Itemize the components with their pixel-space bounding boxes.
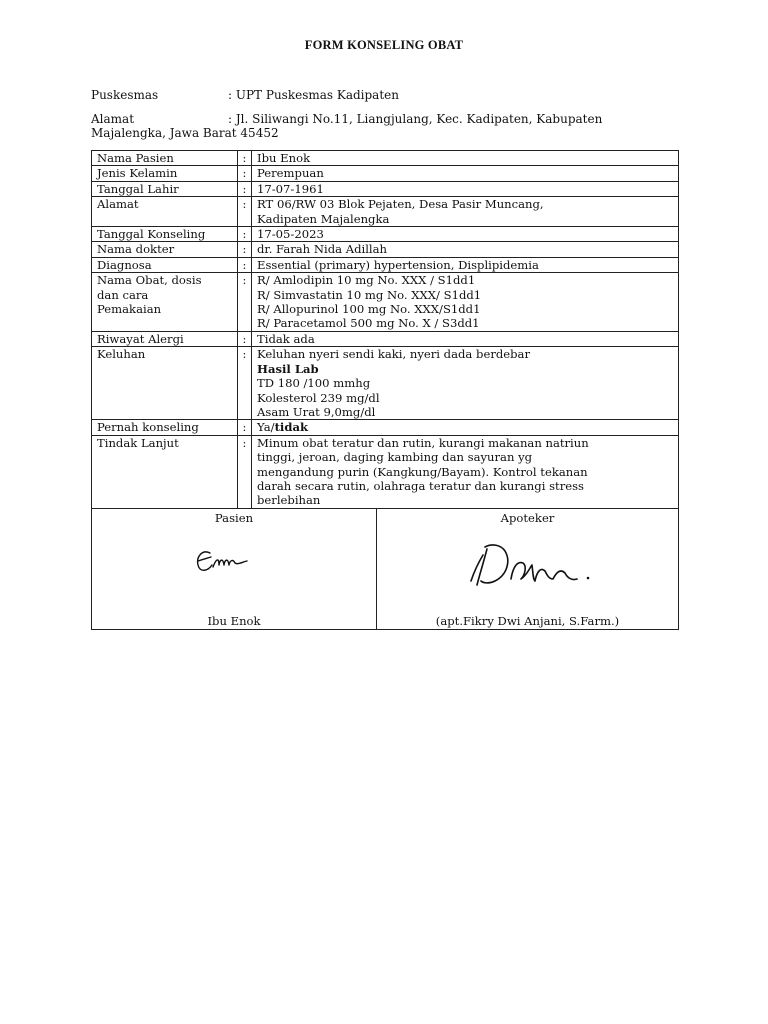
table-row <box>92 166 679 181</box>
row-value <box>252 420 679 435</box>
lab-item: Asam Urat 9,0mg/dl <box>257 404 376 419</box>
tindak-lanjut-line: tinggi, jeroan, daging kambing dan sayuran yg <box>257 450 533 465</box>
apoteker-name: (apt.Fikry Dwi Anjani, S.Farm.) <box>435 614 620 629</box>
row-value <box>252 273 679 332</box>
apoteker-title: Apoteker <box>500 510 555 525</box>
alamat-value-line2: Kadipaten Majalengka <box>257 211 390 226</box>
alamat-header-label: Alamat <box>91 112 135 126</box>
row-colon: : <box>238 242 252 257</box>
tindak-lanjut-line: darah secara rutin, olahraga teratur dan kurangi stress <box>257 478 585 493</box>
tindak-lanjut-line: berlebihan <box>257 493 321 508</box>
lab-item: TD 180 /100 mmhg <box>257 376 371 391</box>
row-label: Alamat <box>92 197 238 227</box>
row-value: Tidak ada <box>252 331 679 346</box>
row-colon: : <box>238 227 252 242</box>
row-label: Keluhan <box>92 347 238 420</box>
konseling-tidak: tidak <box>274 420 308 435</box>
row-label: Nama Pasien <box>92 151 238 166</box>
pasien-signature <box>92 509 382 629</box>
puskesmas-line <box>91 87 661 103</box>
puskesmas-label: Puskesmas <box>91 88 159 102</box>
row-colon: : <box>238 257 252 272</box>
obat-item: R/ Allopurinol 100 mg No. XXX/S1dd1 <box>257 302 481 317</box>
counseling-table <box>91 150 679 630</box>
table-row <box>92 420 679 435</box>
row-value: Ibu Enok <box>252 151 679 166</box>
alamat-header-value-line1: : Jl. Siliwangi No.11, Liangjulang, Kec. Kadipaten, Kabupaten <box>228 112 603 126</box>
row-label: Riwayat Alergi <box>92 331 238 346</box>
obat-label-line1: Nama Obat, dosis <box>97 273 202 288</box>
row-value: dr. Farah Nida Adillah <box>252 242 679 257</box>
row-value <box>252 197 679 227</box>
row-label: Tanggal Lahir <box>92 181 238 196</box>
table-row <box>92 227 679 242</box>
row-value: 17-07-1961 <box>252 181 679 196</box>
lab-title: Hasil Lab <box>257 361 319 376</box>
table-row <box>92 257 679 272</box>
pasien-title: Pasien <box>214 510 254 525</box>
apoteker-signature <box>377 509 677 629</box>
obat-item: R/ Simvastatin 10 mg No. XXX/ S1dd1 <box>257 287 482 302</box>
row-label: Nama dokter <box>92 242 238 257</box>
row-colon: : <box>238 273 252 332</box>
row-label: Pernah konseling <box>92 420 238 435</box>
pasien-name: Ibu Enok <box>207 614 261 629</box>
obat-item: R/ Paracetamol 500 mg No. X / S3dd1 <box>257 316 480 331</box>
signature-row <box>92 508 679 629</box>
alamat-value-line1: RT 06/RW 03 Blok Pejaten, Desa Pasir Muncang, <box>257 197 544 212</box>
tindak-lanjut-line: mengandung purin (Kangkung/Bayam). Kontrol tekanan <box>257 464 588 479</box>
table-row <box>92 242 679 257</box>
table-row <box>92 181 679 196</box>
row-label <box>92 273 238 332</box>
tindak-lanjut-line: Minum obat teratur dan rutin, kurangi makanan natriun <box>257 435 589 450</box>
row-value: Essential (primary) hypertension, Displipidemia <box>252 257 679 272</box>
row-colon: : <box>238 166 252 181</box>
table-row <box>92 347 679 420</box>
row-label: Diagnosa <box>92 257 238 272</box>
apoteker-signature-cell <box>377 508 679 629</box>
row-value: 17-05-2023 <box>252 227 679 242</box>
konseling-ya: Ya/ <box>257 420 275 435</box>
row-label: Tanggal Konseling <box>92 227 238 242</box>
puskesmas-value: : UPT Puskesmas Kadipaten <box>228 88 399 102</box>
pasien-signature-cell <box>92 508 377 629</box>
table-row <box>92 331 679 346</box>
row-colon: : <box>238 151 252 166</box>
row-colon: : <box>238 331 252 346</box>
row-colon: : <box>238 435 252 508</box>
obat-label-line2: dan cara <box>97 287 149 302</box>
alamat-header-line2 <box>91 125 661 141</box>
row-value <box>252 347 679 420</box>
table-row <box>92 273 679 332</box>
table-row <box>92 197 679 227</box>
row-colon: : <box>238 420 252 435</box>
obat-label-line3: Pemakaian <box>97 302 162 317</box>
lab-item: Kolesterol 239 mg/dl <box>257 390 380 405</box>
row-value: Perempuan <box>252 166 679 181</box>
obat-item: R/ Amlodipin 10 mg No. XXX / S1dd1 <box>257 273 476 288</box>
row-label: Jenis Kelamin <box>92 166 238 181</box>
row-colon: : <box>238 181 252 196</box>
row-value <box>252 435 679 508</box>
keluhan-value: Keluhan nyeri sendi kaki, nyeri dada berdebar <box>257 347 531 362</box>
form-title: FORM KONSELING OBAT <box>304 38 464 52</box>
row-colon: : <box>238 347 252 420</box>
alamat-header-value-line2: Majalengka, Jawa Barat 45452 <box>91 126 279 140</box>
row-label: Tindak Lanjut <box>92 435 238 508</box>
table-row <box>92 435 679 508</box>
table-row <box>92 151 679 166</box>
row-colon: : <box>238 197 252 227</box>
